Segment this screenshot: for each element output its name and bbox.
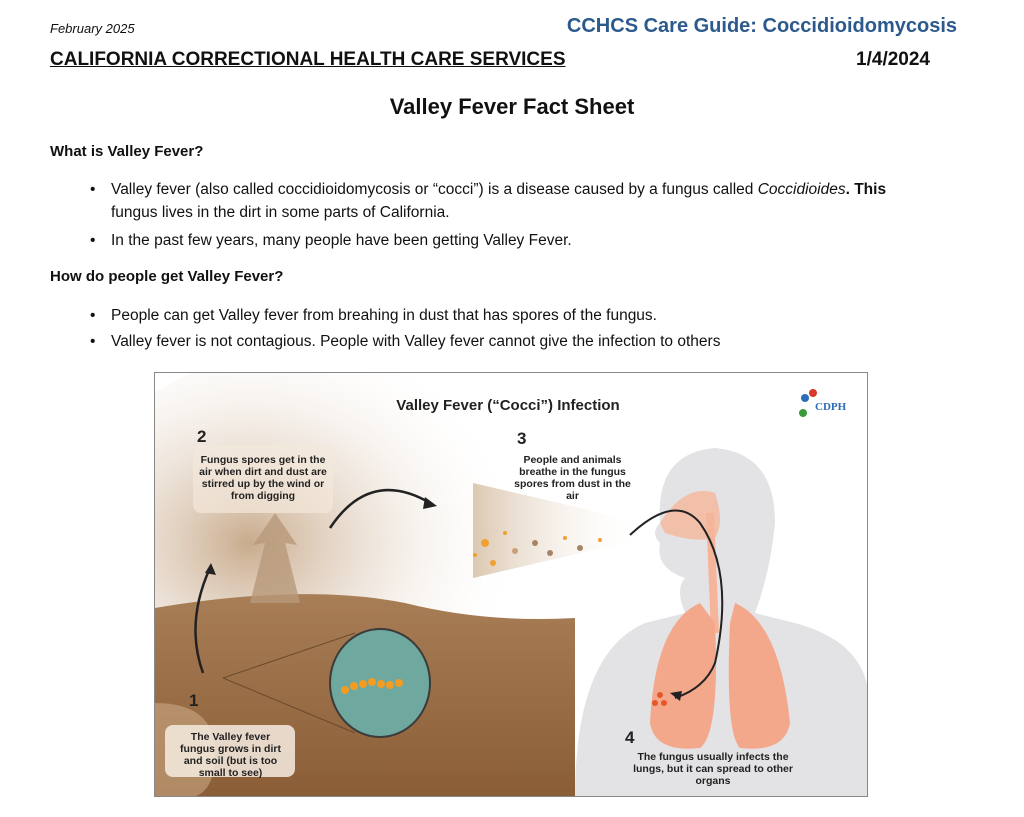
step-text: People and animals breathe in the fungus spores from dust in the air xyxy=(514,454,631,502)
bullet-icon: • xyxy=(90,181,96,198)
bullet-text: Valley fever (also called coccidioidomycosis or “cocci”) is a disease caused by a fungus called xyxy=(111,181,758,198)
step-number: 2 xyxy=(197,427,207,446)
bullet-text: People can get Valley fever from breahing in dust that has spores of the fungus. xyxy=(111,307,657,324)
step-text: The fungus usually infects the lungs, but it can spread to other organs xyxy=(633,751,793,787)
section-heading: How do people get Valley Fever? xyxy=(50,268,284,285)
infection-illustration xyxy=(154,372,868,797)
revision-date: 1/4/2024 xyxy=(856,49,930,70)
bullet-italic-text: Coccidioides xyxy=(757,181,846,198)
bullet-text-end: . This xyxy=(845,181,887,198)
figure-title: Valley Fever (“Cocci”) Infection xyxy=(396,397,620,414)
cdph-logo-text: CDPH xyxy=(815,401,847,413)
page-title: Valley Fever Fact Sheet xyxy=(389,94,635,119)
bullet-text: Valley fever is not contagious. People with Valley fever cannot give the infection to others xyxy=(111,333,721,350)
step-number: 1 xyxy=(189,691,199,710)
organization-name: CALIFORNIA CORRECTIONAL HEALTH CARE SERVICES xyxy=(50,49,566,70)
step-number: 3 xyxy=(517,429,527,448)
bullet-text-line2: fungus lives in the dirt in some parts of California. xyxy=(111,204,450,221)
bullet-icon: • xyxy=(90,333,96,350)
step-number: 4 xyxy=(625,728,635,747)
step-text: Fungus spores get in the air when dirt and dust are stirred up by the wind or from digging xyxy=(199,454,327,502)
document-date: February 2025 xyxy=(50,21,135,36)
bullet-text: In the past few years, many people have been getting Valley Fever. xyxy=(111,232,572,249)
step-text: The Valley fever fungus grows in dirt and soil (but is too small to see) xyxy=(180,731,281,779)
bullet-icon: • xyxy=(90,307,96,324)
section-heading: What is Valley Fever? xyxy=(50,143,204,160)
bullet-icon: • xyxy=(90,232,96,249)
care-guide-title: CCHCS Care Guide: Coccidioidomycosis xyxy=(566,15,957,37)
